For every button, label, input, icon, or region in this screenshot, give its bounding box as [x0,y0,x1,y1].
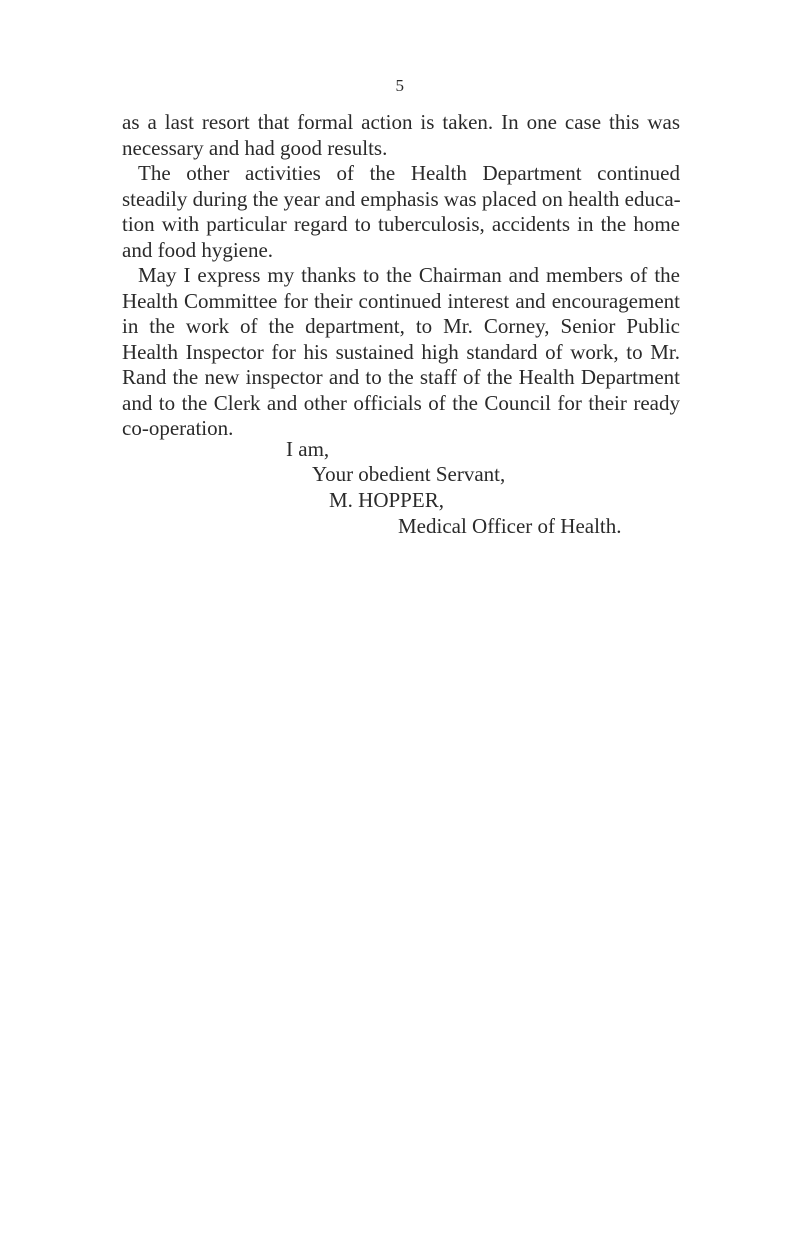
text-line: as a last resort that formal action is taken. In one case this was [122,110,680,134]
text-line: Health Inspector for his sustained high standard of work, to Mr. [122,339,680,364]
letter-body [122,110,680,442]
text-line: necessary and had good results. [122,135,388,160]
text-line: and food hygiene. [122,237,274,262]
text-line: in the work of the department, to Mr. Corney, Senior Public [122,314,680,338]
closing-valediction: Your obedient Servant, [312,462,506,486]
closing-salutation: I am, [286,437,330,461]
text-line: The other activities of the Health Department continued [138,161,680,185]
text-line: Rand the new inspector and to the staff of the Health Department [122,365,680,389]
signatory-title: Medical Officer of Health. [398,514,622,538]
text-line: steadily during the year and emphasis was placed on health educa- [122,186,681,211]
text-line: May I express my thanks to the Chairman and members of the [138,263,680,287]
text-line: and to the Clerk and other officials of the Council for their ready [122,390,680,415]
text-line: Health Committee for their continued interest and encouragement [122,288,680,313]
signatory-name: M. HOPPER, [329,488,444,512]
text-line: tion with particular regard to tuberculosis, accidents in the home [122,212,680,236]
text-line: co-operation. [122,416,234,440]
page-number: 5 [395,76,405,95]
